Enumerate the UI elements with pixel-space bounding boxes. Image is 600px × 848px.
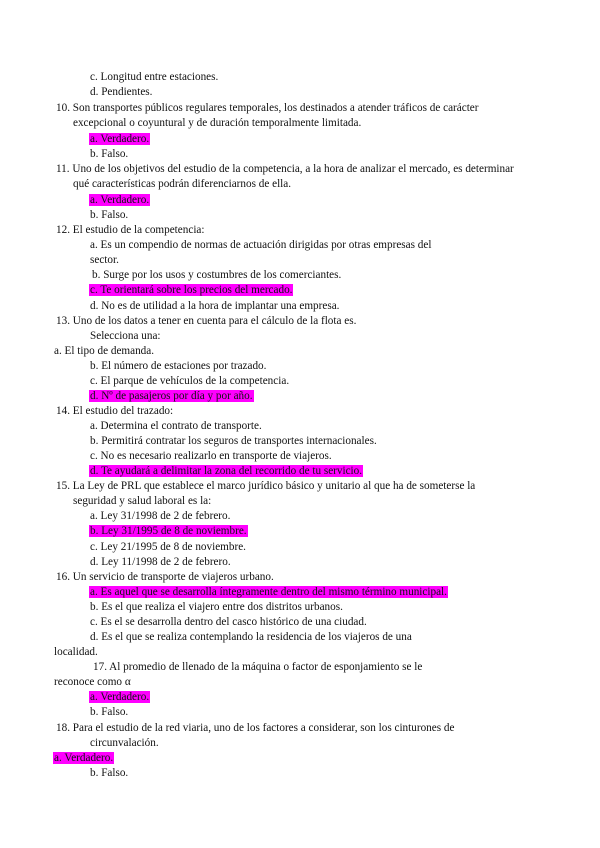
question-line: 12. El estudio de la competencia:	[56, 224, 205, 236]
highlighted-answer: b. Ley 31/1995 de 8 de noviembre.	[90, 525, 247, 537]
option-line: b. El número de estaciones por trazado.	[90, 360, 267, 372]
question-line: 17. Al promedio de llenado de la máquina o factor de esponjamiento se le	[93, 661, 423, 673]
option-line: d. Es el que se realiza contemplando la residencia de los viajeros de una	[90, 631, 412, 643]
option-line: a. Ley 31/1998 de 2 de febrero.	[90, 510, 231, 522]
option-line: b. Es el que realiza el viajero entre dos distritos urbanos.	[90, 601, 343, 613]
option-line: a. Es un compendio de normas de actuación dirigidas por otras empresas del	[90, 239, 432, 251]
highlighted-answer: d. Te ayudará a delimitar la zona del recorrido de tu servicio.	[90, 465, 363, 477]
option-line: d. Ley 11/1998 de 2 de febrero.	[90, 556, 231, 568]
option-line: d. Pendientes.	[90, 86, 153, 98]
question-line: excepcional o coyuntural y de duración temporalmente limitada.	[73, 117, 362, 129]
option-line: b. Falso.	[90, 706, 129, 718]
option-line: c. El parque de vehículos de la competencia.	[90, 375, 290, 387]
option-line: b. Falso.	[90, 209, 129, 221]
option-line: b. Falso.	[90, 767, 129, 779]
option-line: localidad.	[54, 646, 98, 658]
question-line: 13. Uno de los datos a tener en cuenta para el cálculo de la flota es.	[56, 315, 357, 327]
question-line: 16. Un servicio de transporte de viajeros urbano.	[56, 571, 274, 583]
option-line: c. Ley 21/1995 de 8 de noviembre.	[90, 541, 246, 553]
question-line: 15. La Ley de PRL que establece el marco jurídico básico y unitario al que ha de someterse la	[56, 480, 476, 492]
highlighted-answer: d. Nº de pasajeros por día y por año.	[90, 390, 253, 402]
option-line: c. No es necesario realizarlo en transporte de viajeros.	[90, 450, 332, 462]
question-line: circunvalación.	[90, 737, 159, 749]
question-line: 10. Son transportes públicos regulares temporales, los destinados a atender tráficos de carácter	[56, 102, 479, 114]
highlighted-answer: a. Verdadero.	[90, 133, 150, 145]
highlighted-answer: a. Verdadero.	[54, 752, 114, 764]
option-line: c. Longitud entre estaciones.	[90, 71, 219, 83]
highlighted-answer: a. Verdadero.	[90, 194, 150, 206]
question-line: 11. Uno de los objetivos del estudio de la competencia, a la hora de analizar el mercado, es determinar	[56, 163, 514, 175]
option-line: a. Determina el contrato de transporte.	[90, 420, 262, 432]
option-line: b. Permitirá contratar los seguros de transportes internacionales.	[90, 435, 377, 447]
highlighted-answer: c. Te orientará sobre los precios del mercado.	[90, 284, 293, 296]
question-line: qué características podrán diferenciarnos de ella.	[73, 178, 292, 190]
question-line: 18. Para el estudio de la red viaria, uno de los factores a considerar, son los cinturones de	[56, 722, 455, 734]
option-line: a. El tipo de demanda.	[54, 345, 155, 357]
option-line: sector.	[90, 254, 119, 266]
option-line: b. Surge por los usos y costumbres de los comerciantes.	[92, 269, 342, 281]
instruction-line: Selecciona una:	[90, 330, 161, 342]
question-line: reconoce como α	[54, 676, 131, 688]
highlighted-answer: a. Verdadero.	[90, 691, 150, 703]
question-line: 14. El estudio del trazado:	[56, 405, 174, 417]
option-line: c. Es el se desarrolla dentro del casco histórico de una ciudad.	[90, 616, 367, 628]
option-line: b. Falso.	[90, 148, 129, 160]
question-line: seguridad y salud laboral es la:	[73, 495, 212, 507]
highlighted-answer: a. Es aquel que se desarrolla íntegramente dentro del mismo término municipal.	[90, 586, 447, 598]
option-line: d. No es de utilidad a la hora de implantar una empresa.	[90, 300, 340, 312]
